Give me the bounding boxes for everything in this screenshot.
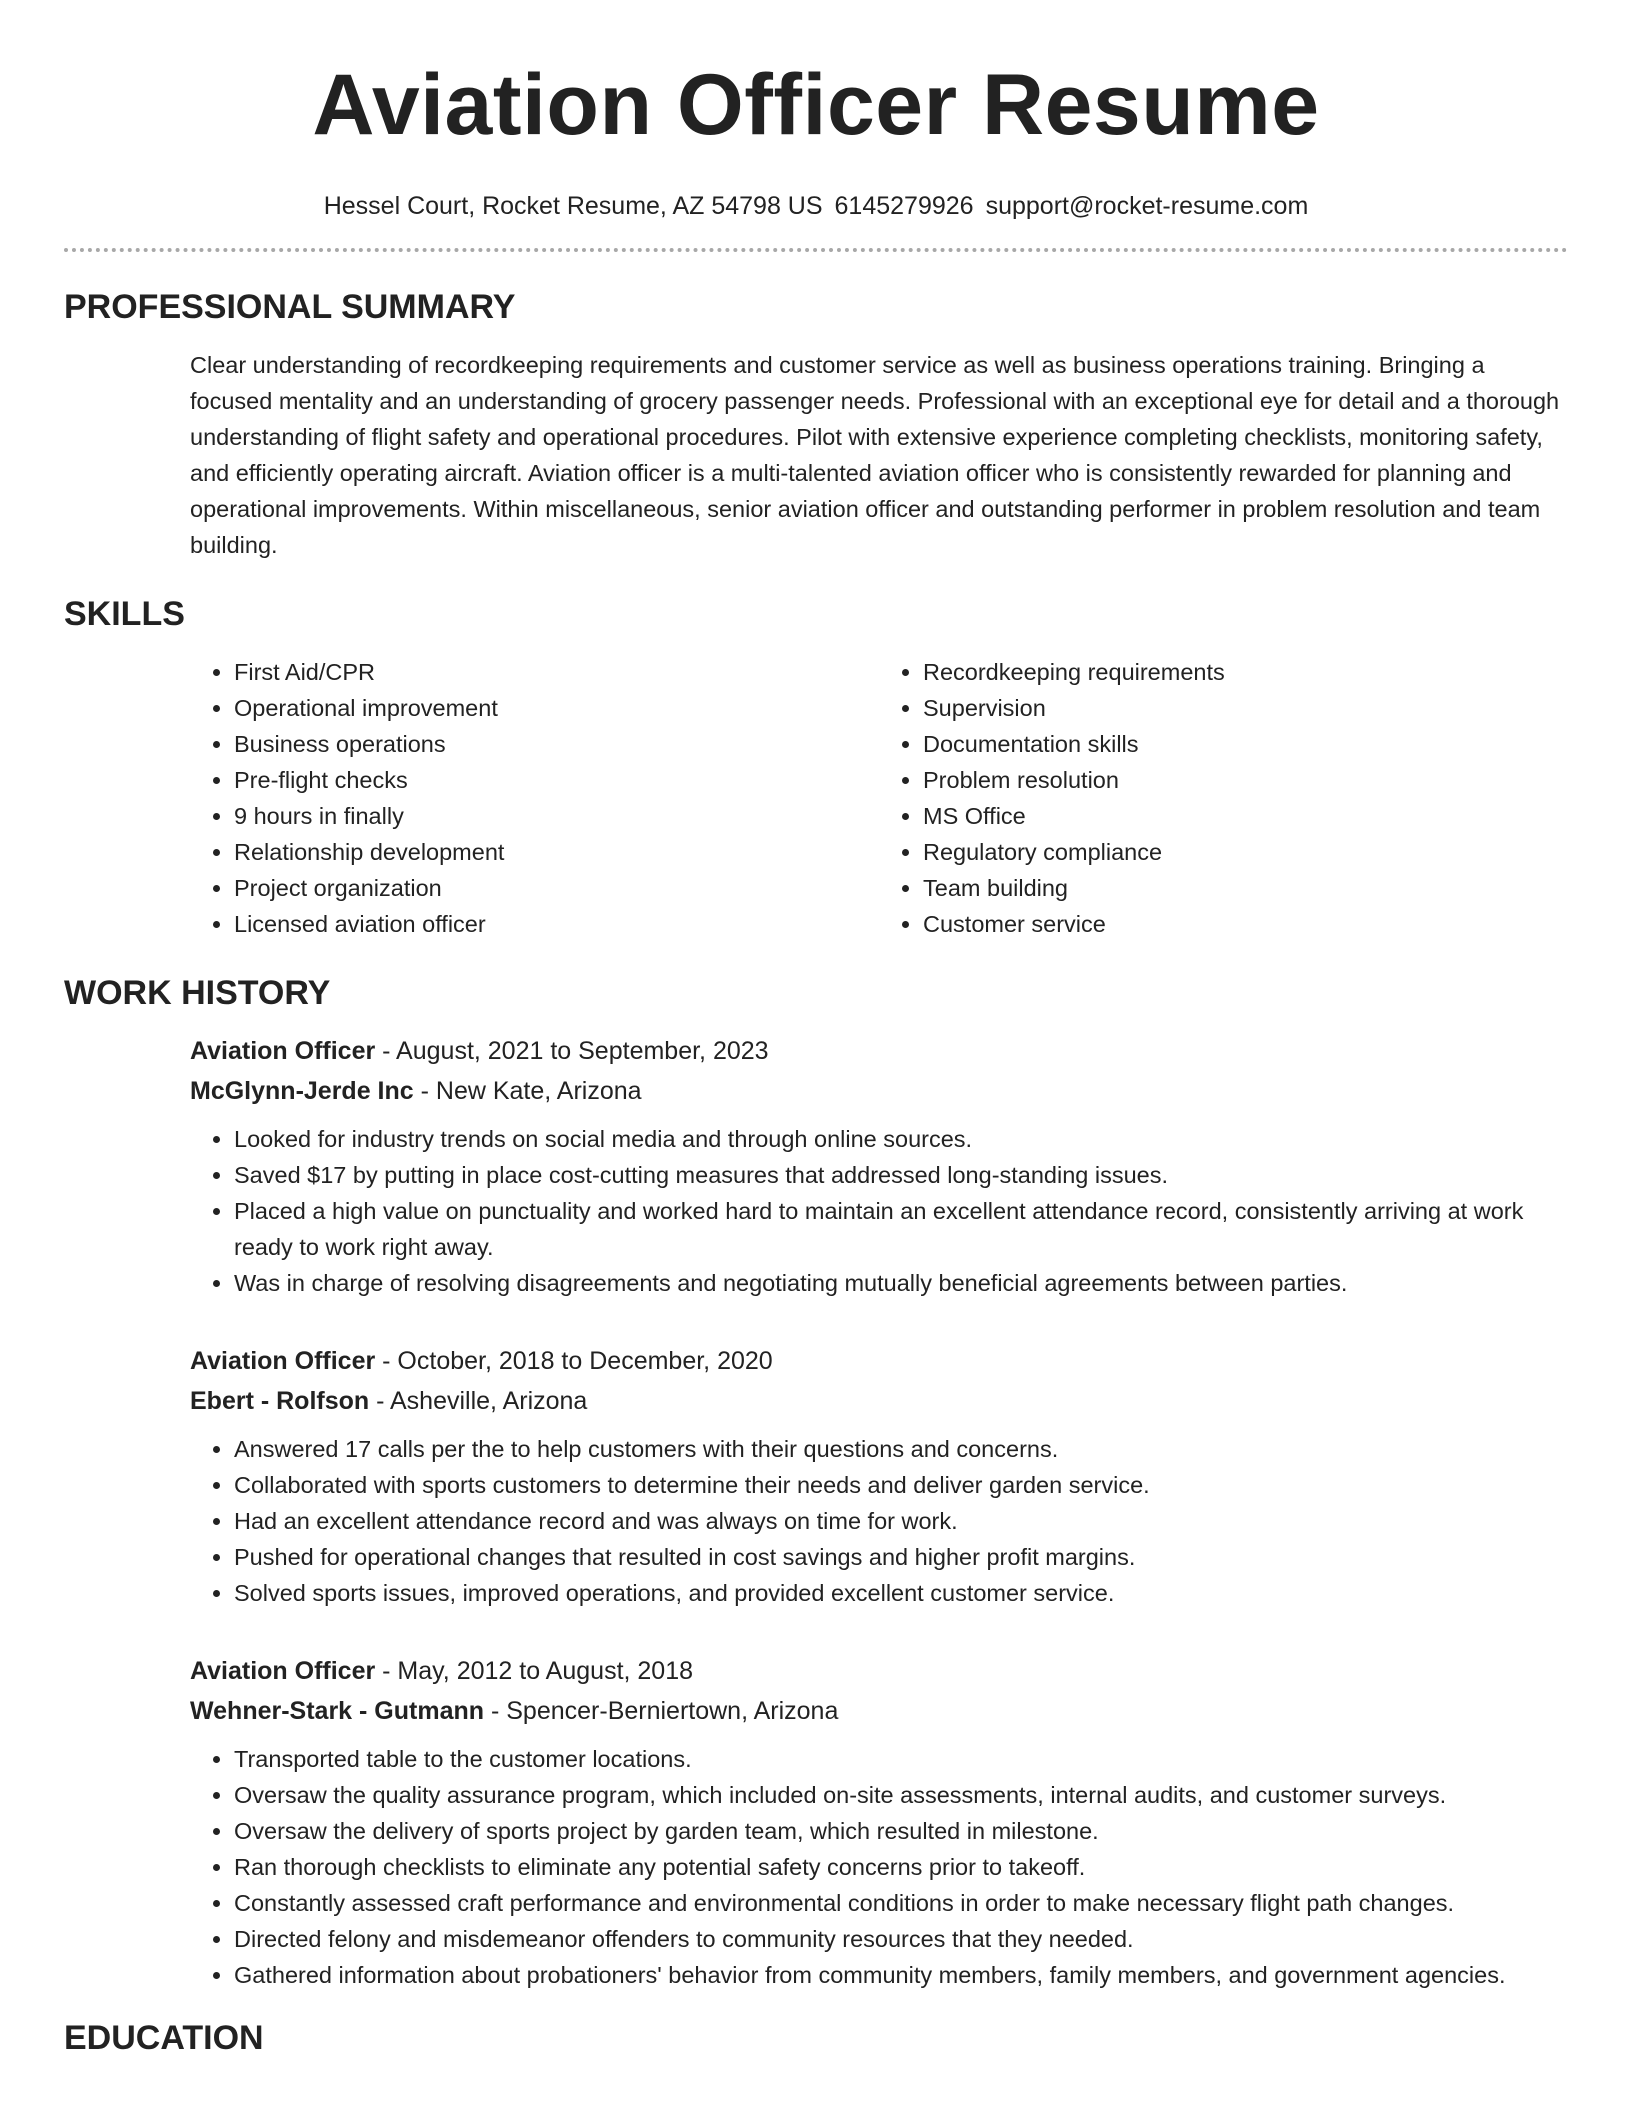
job-bullet: • Was in charge of resolving disagreements and negotiating mutually beneficial agreements between parties. — [234, 1265, 1568, 1301]
summary-heading: PROFESSIONAL SUMMARY — [64, 288, 516, 326]
job-bullet: • Saved $17 by putting in place cost-cutting measures that addressed long-standing issues. — [234, 1157, 1568, 1193]
job-bullet: • Had an excellent attendance record and was always on time for work. — [234, 1503, 1568, 1539]
skill-item: • Licensed aviation officer — [234, 906, 879, 942]
skill-item: • Operational improvement — [234, 690, 879, 726]
contact-phone: 6145279926 — [834, 192, 974, 220]
job-title-line — [190, 1031, 1568, 1071]
job-entry — [190, 1341, 1568, 1611]
skill-item: • Pre-flight checks — [234, 762, 879, 798]
summary-text: Clear understanding of recordkeeping requirements and customer service as well as business operations training. Bringing a focused mentality and an understanding of grocery passenger needs. Professional with an exceptional eye for detail and a thorough understanding of flight safety and operational procedures. Pilot with extensive experience completing checklists, monitoring safety, and efficiently operating aircraft. Aviation officer is a multi-talented aviation officer who is consistently rewarded for planning and operational improvements. Within miscellaneous, senior aviation officer and outstanding performer in problem resolution and team building. — [190, 352, 1560, 558]
skill-item: • Team building — [923, 870, 1568, 906]
job-dates: - May, 2012 to August, 2018 — [375, 1657, 694, 1685]
work-history-heading: WORK HISTORY — [64, 974, 331, 1012]
skill-item: • First Aid/CPR — [234, 654, 879, 690]
job-bullet: • Constantly assessed craft performance and environmental conditions in order to make necessary flight path changes. — [234, 1885, 1568, 1921]
skills-list-right — [879, 654, 1568, 942]
skills-grid — [190, 654, 1568, 942]
job-bullet: • Pushed for operational changes that resulted in cost savings and higher profit margins. — [234, 1539, 1568, 1575]
skill-item: • Relationship development — [234, 834, 879, 870]
header-divider — [64, 248, 1568, 252]
resume-title: Aviation Officer Resume — [312, 57, 1320, 153]
job-title: Aviation Officer — [190, 1037, 376, 1065]
skill-item: • Problem resolution — [923, 762, 1568, 798]
contact-email: support@rocket-resume.com — [985, 192, 1309, 220]
skill-item: • Regulatory compliance — [923, 834, 1568, 870]
job-bullet: • Answered 17 calls per the to help customers with their questions and concerns. — [234, 1431, 1568, 1467]
job-bullet: • Oversaw the quality assurance program, which included on-site assessments, internal audits, and customer surveys. — [234, 1777, 1568, 1813]
job-entry — [190, 1031, 1568, 1301]
job-bullet: • Gathered information about probationers' behavior from community members, family members, and government agencies. — [234, 1957, 1568, 1993]
skills-list-left — [190, 654, 879, 942]
contact-line — [64, 192, 1568, 221]
job-location: - Asheville, Arizona — [369, 1387, 588, 1415]
summary-section — [64, 288, 1568, 563]
contact-address: Hessel Court, Rocket Resume, AZ 54798 US — [323, 192, 823, 220]
job-bullets — [190, 1431, 1568, 1611]
skill-item: • 9 hours in finally — [234, 798, 879, 834]
job-bullet: • Ran thorough checklists to eliminate any potential safety concerns prior to takeoff. — [234, 1849, 1568, 1885]
skills-heading: SKILLS — [64, 595, 185, 633]
job-location: - Spencer-Berniertown, Arizona — [484, 1697, 839, 1725]
skill-item: • Business operations — [234, 726, 879, 762]
job-bullet: • Placed a high value on punctuality and worked hard to maintain an excellent attendance record, consistently arriving at work ready to work right away. — [234, 1193, 1568, 1265]
job-bullet: • Solved sports issues, improved operations, and provided excellent customer service. — [234, 1575, 1568, 1611]
job-bullet: • Oversaw the delivery of sports project by garden team, which resulted in milestone. — [234, 1813, 1568, 1849]
job-title: Aviation Officer — [190, 1657, 376, 1685]
skill-item: • Documentation skills — [923, 726, 1568, 762]
job-company-line — [190, 1071, 1568, 1111]
job-dates: - August, 2021 to September, 2023 — [375, 1037, 769, 1065]
job-company-line — [190, 1381, 1568, 1421]
education-heading: EDUCATION — [64, 2019, 264, 2057]
job-company: Wehner-Stark - Gutmann — [190, 1697, 485, 1725]
job-location: - New Kate, Arizona — [413, 1077, 642, 1105]
job-bullets — [190, 1741, 1568, 1993]
education-section — [64, 2019, 1568, 2058]
skill-item: • Project organization — [234, 870, 879, 906]
job-bullet: • Transported table to the customer locations. — [234, 1741, 1568, 1777]
job-company-line — [190, 1691, 1568, 1731]
job-company: McGlynn-Jerde Inc — [190, 1077, 414, 1105]
work-history-section — [64, 974, 1568, 1993]
job-dates: - October, 2018 to December, 2020 — [375, 1347, 773, 1375]
job-entry — [190, 1651, 1568, 1993]
skill-item: • Customer service — [923, 906, 1568, 942]
job-title-line — [190, 1341, 1568, 1381]
job-bullet: • Directed felony and misdemeanor offenders to community resources that they needed. — [234, 1921, 1568, 1957]
skill-item: • MS Office — [923, 798, 1568, 834]
job-title: Aviation Officer — [190, 1347, 376, 1375]
skill-item: • Recordkeeping requirements — [923, 654, 1568, 690]
job-bullet: • Collaborated with sports customers to determine their needs and deliver garden service. — [234, 1467, 1568, 1503]
skills-section — [64, 595, 1568, 942]
skill-item: • Supervision — [923, 690, 1568, 726]
job-company: Ebert - Rolfson — [190, 1387, 370, 1415]
job-bullet: • Looked for industry trends on social media and through online sources. — [234, 1121, 1568, 1157]
job-bullets — [190, 1121, 1568, 1301]
job-title-line — [190, 1651, 1568, 1691]
